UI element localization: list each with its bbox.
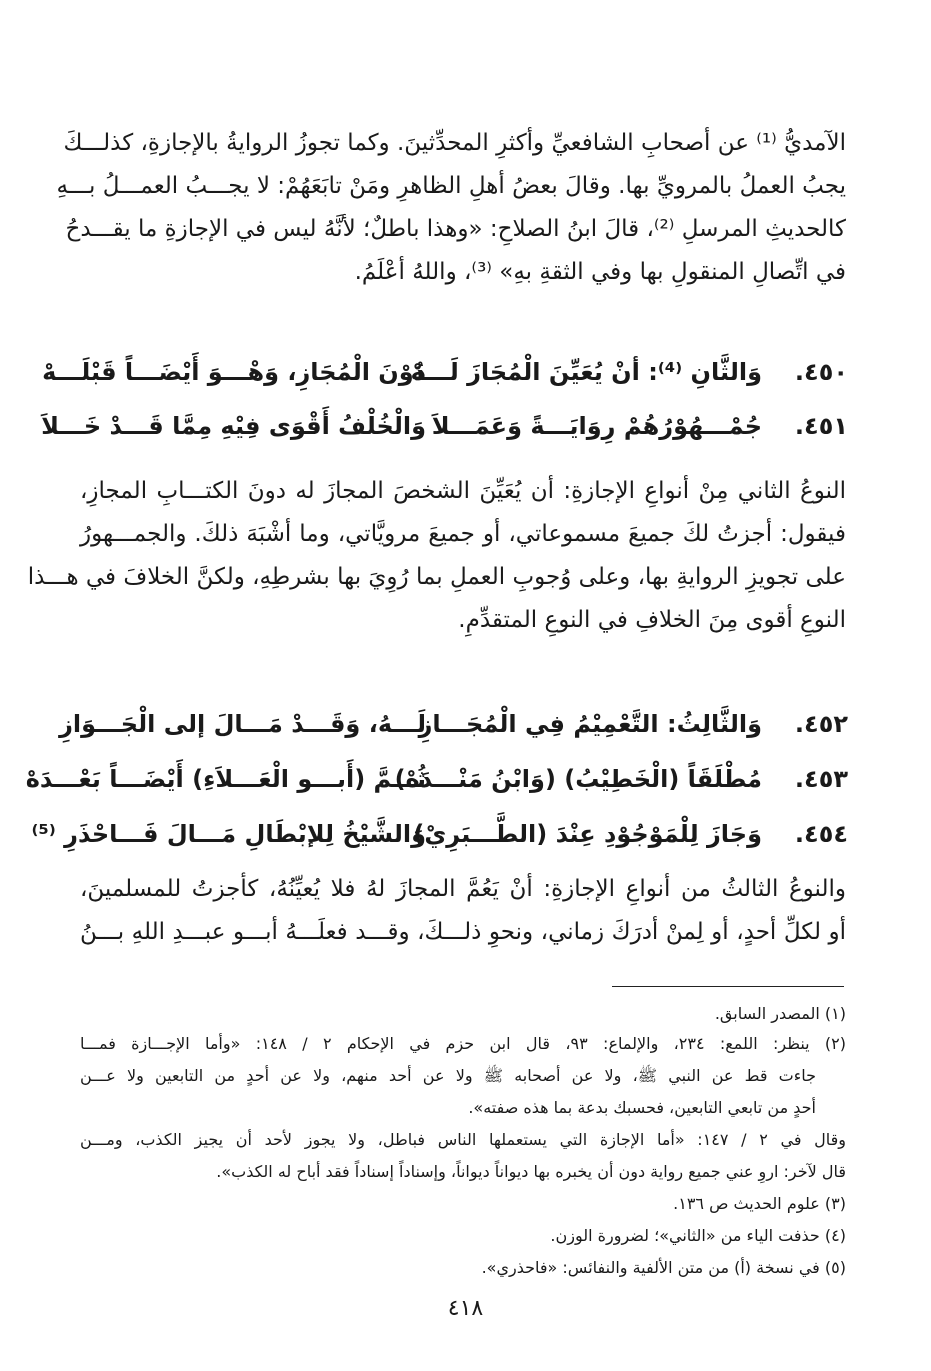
text-line: كالحديثِ المرسلِ ⁽²⁾، قالَ ابنُ الصلاحِ: «وهذا باطلٌ؛ لأنَّهُ ليس في الإجازةِ ما يقـــدحُ (65, 216, 846, 242)
footnote-line: (٢) ينظر: اللمع: ٢٣٤، والإلماع: ٩٣، قال ابن حزم في الإحكام ٢ / ١٤٨: «وأما الإجـــازة فمـــا (80, 1034, 847, 1053)
text-line: والنوعُ الثالثُ من أنواعِ الإجازةِ: أنْ يَعُمَّ المجازَ لهُ فلا يُعيِّنُهُ، كأجزتُ للمسلمينَ، (80, 876, 846, 902)
text-line: يجبُ العملُ بالمرويِّ بها. وقالَ بعضُ أهلِ الظاهرِ ومَنْ تابَعَهُمْ: لا يجـــبُ العمـــلُ بـــهِ (56, 173, 846, 199)
paragraph-3 (80, 868, 846, 954)
text-line: الآمديُّ ⁽¹⁾ عن أصحابِ الشافعيِّ وأكثرِ المحدِّثينَ. وكما تجوزُ الروايةُ بالإجازةِ، كذلـــكَ (63, 130, 846, 156)
verse-line (31, 820, 848, 864)
verse-first-hemistich: وَالثَّالِثُ: التَّعْمِيْمُ فِي الْمُجَـــازِ (418, 710, 762, 738)
verse-first-hemistich: وَالثَّانِ ⁽⁴⁾: أنْ يُعَيِّنَ الْمُجَازَ لَـــهْ (410, 358, 762, 386)
footnote-separator (612, 986, 844, 987)
footnote-line: (١) المصدر السابق. (714, 1004, 846, 1023)
verse-first-hemistich: مُطْلَقَاً (الْخَطِيْبُ) (وَابْنُ مَنْـــدَهْ) (394, 765, 762, 793)
verse-first-hemistich: وَجَازَ لِلْمَوْجُوْدِ عِنْدَ (الطَّـــبَرِيْ) (413, 820, 762, 848)
text-line: أو لكلِّ أحدٍ، أو لِمنْ أدرَكَ زماني، ونحوِ ذلـــكَ، وقـــد فعلَـــهُ أبـــو عبـــدِ اللهِ بـــنُ (80, 919, 846, 945)
paragraph-1 (56, 122, 846, 294)
verse-number: ٤٥٣. (794, 765, 848, 793)
verse-line (41, 412, 848, 456)
footnote-line: وقال في ٢ / ١٤٧: «أما الإجازة التي يستعملها الناس فباطل، ولا يجوز لأحد أن يجيز الكذب، ومـــن (80, 1130, 847, 1149)
text-line: في اتِّصالِ المنقولِ بها وفي الثقةِ بهِ» ⁽³⁾، واللهُ أعْلَمُ. (354, 259, 846, 285)
verse-number: ٤٥٠. (794, 358, 848, 386)
footnote-line: جاءت قط عن النبي ﷺ، ولا عن أصحابه ﷺ ولا عن أحد منهم، ولا عن أحدٍ من التابعين ولا عـــن (80, 1066, 816, 1085)
text-line: النوعِ أقوى مِنَ الخلافِ في النوعِ المتقدِّمِ. (458, 607, 846, 633)
verse-number: ٤٥٤. (794, 820, 848, 848)
verse-line (42, 358, 848, 402)
verse-first-hemistich: جُمْـــهُوْرُهُمْ رِوَايَـــةً وَعَمَـــلاَ (431, 412, 762, 440)
verse-second-hemistich: دُوْنَ الْمُجَازِ، وَهْـــوَ أَيْضَـــاً قَبْلَـــهْ (42, 358, 426, 386)
verse-line (25, 765, 848, 809)
verse-second-hemistich: لَـــهُ، وَقَـــدْ مَـــالَ إلى الْجَـــوَازِ (59, 710, 426, 738)
verse-second-hemistich: وَالشَّيْخُ لِلإبْطَالِ مَـــالَ فَـــاحْذَرِ ⁽⁵⁾ (31, 820, 426, 848)
footnote-line: (٤) حذفت الياء من «الثاني»؛ لضرورة الوزن. (550, 1226, 846, 1245)
verse-number: ٤٥١. (794, 412, 848, 440)
footnote-line: قال لآخر: اروِ عني جميع رواية دون أن يخبره بها ديواناً ديواناً، وإسناداً إسناداً فقد أباح له الكذب». (216, 1162, 846, 1181)
verse-line (59, 710, 848, 754)
footnote-line: (٣) علوم الحديث ص ١٣٦. (673, 1194, 846, 1213)
footnote-line: (٥) في نسخة (أ) من متن الألفية والنفائس: «فاحذري». (481, 1258, 846, 1277)
verse-number: ٤٥٢. (794, 710, 848, 738)
verse-second-hemistich: ثُـــمَّ (أَبـــو الْعَـــلاَءِ) أَيْضَـــاً بَعْـــدَهْ (25, 765, 426, 793)
paragraph-2 (27, 470, 846, 642)
text-line: على تجويزِ الروايةِ بها، وعلى وُجوبِ العملِ بما رُوِيَ بها بشرطِهِ، ولكنَّ الخلافَ في هـــذا (27, 564, 846, 590)
text-line: فيقول: أجزتُ لكَ جميعَ مسموعاتي، أو جميعَ مرويَّاتي، وما أشْبَهَ ذلكَ. والجمـــهورُ (80, 521, 846, 547)
page-number: ٤١٨ (447, 1296, 484, 1321)
text-line: النوعُ الثاني مِنْ أنواعِ الإجازةِ: أن يُعَيِّنَ الشخصَ المجازَ له دونَ الكتـــابِ المجازِ، (80, 478, 846, 504)
footnote-line: أحدٍ من تابعي التابعين، فحسبك بدعة بما هذه صفته». (468, 1098, 816, 1117)
verse-second-hemistich: وَالْخُلْفُ أَقْوَى فِيْهِ مِمَّا قَـــدْ خَـــلاَ (41, 412, 426, 440)
